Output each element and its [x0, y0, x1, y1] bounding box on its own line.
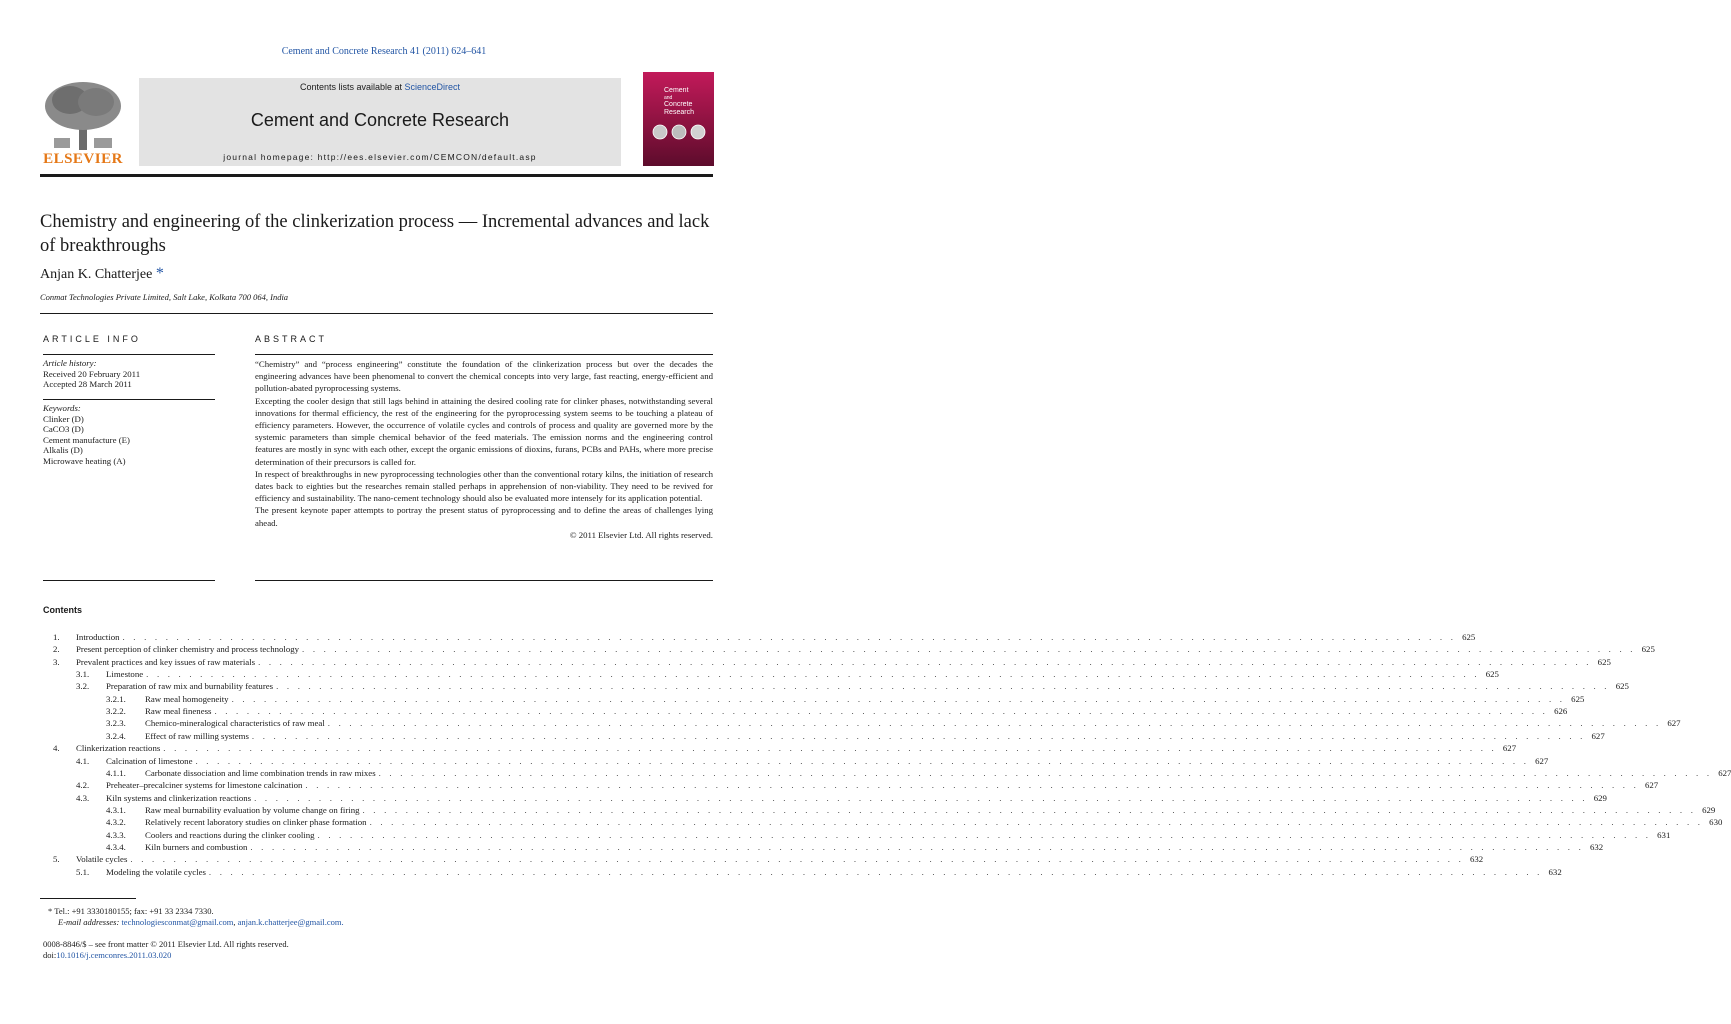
toc-leader-dots: . . . . . . . . . . . . . . . . . . . . . . . . . . . . . . . . . . . . . . . . . . . . . . . . . . . . . . . . . . . . . . . . . . . . . . . . . . . . . . . . . . . . . . . . . . . . . . . . . . . . . . . . . . . . . . . . . . . . . . . . . . . . — [163, 743, 1497, 754]
toc-entry-number: 1. — [53, 632, 60, 642]
toc-entry-title[interactable]: Effect of raw milling systems — [145, 730, 249, 741]
cover-line: and — [664, 95, 673, 101]
toc-entry-page: 630 — [1709, 817, 1723, 828]
info-divider — [43, 399, 215, 400]
toc-entry-title[interactable]: Introduction — [76, 632, 120, 642]
toc-entry[interactable] — [53, 656, 1611, 668]
info-divider — [43, 580, 215, 581]
toc-entry-page: 629 — [1593, 792, 1607, 803]
toc-entry[interactable] — [76, 866, 1562, 878]
corresponding-author-footnote: * Tel.: +91 3330180155; fax: +91 33 2334 7330. E-mail addresses: technologiesconmat@gmail.com, anjan.k.chatterjee@gmail.com. — [48, 906, 344, 927]
toc-leader-dots: . . . . . . . . . . . . . . . . . . . . . . . . . . . . . . . . . . . . . . . . . . . . . . . . . . . . . . . . . . . . . . . . . . . . . . . . . . . . . . . . . . . . . . . . . . . . . . . . . . . . . . . . . . . . . . . . . . . . . . . . . . . . — [317, 829, 1652, 840]
toc-entry-title[interactable]: Volatile cycles — [76, 854, 128, 865]
toc-entry-page: 627 — [1535, 755, 1549, 766]
abstract-body — [255, 358, 713, 541]
toc-entry[interactable] — [76, 779, 1659, 791]
accepted-date: Accepted 28 March 2011 — [43, 379, 132, 389]
footnote-contact: Tel.: +91 3330180155; fax: +91 33 2334 7330. — [54, 906, 214, 916]
toc-entry-number: 5. — [53, 854, 60, 865]
keyword: Alkalis (D) — [43, 445, 83, 455]
toc-entry-number: 2. — [53, 644, 60, 655]
toc-leader-dots: . . . . . . . . . . . . . . . . . . . . . . . . . . . . . . . . . . . . . . . . . . . . . . . . . . . . . . . . . . . . . . . . . . . . . . . . . . . . . . . . . . . . . . . . . . . . . . . . . . . . . . . . . . . . . . . . . . . . . . . . . . . . — [276, 681, 1610, 692]
toc-entry[interactable] — [106, 829, 1671, 841]
toc-leader-dots: . . . . . . . . . . . . . . . . . . . . . . . . . . . . . . . . . . . . . . . . . . . . . . . . . . . . . . . . . . . . . . . . . . . . . . . . . . . . . . . . . . . . . . . . . . . . . . . . . . . . . . . . . . . . . . . . . . . . . . . . . . . . — [146, 669, 1480, 680]
cover-line: Concrete — [664, 101, 693, 108]
article-title: Chemistry and engineering of the clinkerization process — Incremental advances and lack of breakthroughs — [40, 212, 710, 256]
author-name: Anjan K. Chatterjee — [40, 267, 153, 282]
toc-entry[interactable] — [106, 767, 1731, 779]
toc-entry-title[interactable]: Coolers and reactions during the clinker cooling — [145, 829, 315, 840]
toc-entry-number: 4.3.2. — [106, 817, 126, 828]
toc-entry-number: 4.2. — [76, 780, 90, 791]
toc-entry-page: 632 — [1589, 841, 1604, 852]
header-divider — [40, 174, 713, 177]
toc-entry[interactable] — [106, 816, 1723, 828]
footnote-divider — [40, 898, 136, 899]
toc-entry-number: 3.2.2. — [106, 706, 126, 717]
keywords-block — [43, 403, 215, 466]
toc-entry[interactable] — [106, 705, 1568, 717]
toc-entry-title[interactable]: Present perception of clinker chemistry and process technology — [76, 644, 300, 655]
toc-entry-title[interactable]: Clinkerization reactions — [76, 743, 161, 754]
toc-entry-number: 4.1.1. — [106, 767, 126, 778]
toc-entry-number: 3.2.4. — [106, 730, 126, 741]
keyword: CaCO3 (D) — [43, 424, 84, 434]
toc-entry-title[interactable]: Raw meal homogeneity — [145, 693, 229, 704]
cover-line: Research — [664, 109, 694, 116]
journal-cover-thumbnail — [643, 72, 714, 166]
toc-leader-dots: . . . . . . . . . . . . . . . . . . . . . . . . . . . . . . . . . . . . . . . . . . . . . . . . . . . . . . . . . . . . . . . . . . . . . . . . . . . . . . . . . . . . . . . . . . . . . . . . . . . . . . . . . . . . . . . . . . . . . . . . . . . . — [214, 706, 1549, 717]
toc-leader-dots: . . . . . . . . . . . . . . . . . . . . . . . . . . . . . . . . . . . . . . . . . . . . . . . . . . . . . . . . . . . . . . . . . . . . . . . . . . . . . . . . . . . . . . . . . . . . . . . . . . . . . . . . . . . . . . . . . . . . . . . . . . . . — [254, 792, 1588, 803]
toc-entry[interactable] — [76, 680, 1629, 692]
author-line — [40, 265, 164, 283]
toc-entry-page: 632 — [1470, 854, 1484, 865]
toc-entry[interactable] — [106, 841, 1604, 853]
toc-entry[interactable] — [76, 668, 1499, 680]
cover-line: Cement — [664, 87, 689, 94]
toc-entry[interactable] — [106, 693, 1585, 705]
toc-entry-page: 625 — [1571, 693, 1585, 704]
toc-entry[interactable] — [53, 643, 1655, 655]
toc-entry-title[interactable]: Preparation of raw mix and burnability features — [106, 681, 274, 692]
toc-leader-dots: . . . . . . . . . . . . . . . . . . . . . . . . . . . . . . . . . . . . . . . . . . . . . . . . . . . . . . . . . . . . . . . . . . . . . . . . . . . . . . . . . . . . . . . . . . . . . . . . . . . . . . . . . . . . . . . . . . . . . . . . . . . . — [122, 632, 1457, 642]
email-link[interactable]: technologiesconmat@gmail.com — [121, 917, 234, 927]
toc-leader-dots: . . . . . . . . . . . . . . . . . . . . . . . . . . . . . . . . . . . . . . . . . . . . . . . . . . . . . . . . . . . . . . . . . . . . . . . . . . . . . . . . . . . . . . . . . . . . . . . . . . . . . . . . . . . . . . . . . . . . . . . . . . . . — [208, 866, 1543, 877]
toc-entry-page: 625 — [1462, 632, 1476, 642]
toc-entry-number: 4.3.1. — [106, 804, 126, 815]
toc-entry-page: 625 — [1615, 681, 1629, 692]
toc-entry-page: 631 — [1657, 829, 1671, 840]
journal-banner — [139, 78, 621, 166]
sciencedirect-link[interactable]: ScienceDirect — [404, 82, 461, 92]
toc-entry[interactable] — [76, 755, 1549, 767]
article-info-heading: ARTICLE INFO — [43, 334, 141, 344]
toc-entry[interactable] — [53, 631, 1476, 643]
keyword: Clinker (D) — [43, 413, 84, 424]
abstract-paragraph: The present keynote paper attempts to portray the present status of pyroprocessing and to define the areas of challenges lying ahead. — [255, 505, 713, 528]
toc-entry[interactable] — [106, 717, 1681, 729]
email-label: E-mail addresses: — [58, 917, 120, 927]
journal-homepage[interactable]: journal homepage: http://ees.elsevier.com/CEMCON/default.asp — [223, 152, 537, 162]
toc-entry-number: 5.1. — [76, 866, 90, 877]
toc-leader-dots: . . . . . . . . . . . . . . . . . . . . . . . . . . . . . . . . . . . . . . . . . . . . . . . . . . . . . . . . . . . . . . . . . . . . . . . . . . . . . . . . . . . . . . . . . . . . . . . . . . . . . . . . . . . . . . . . . . . . . . . . . . . . — [369, 817, 1704, 828]
contents-prefix: Contents lists available at — [299, 82, 405, 92]
toc-entry-page: 627 — [1667, 718, 1681, 729]
abstract-paragraph: Excepting the cooler design that still lags behind in attaining the desired cooling rate for clinker phases, notwithstanding several innovations for thermal efficiency, the rest of the engineering for the pyroprocessing system seems to be touching a plateau of efficiency parameters. However, the occurrence of volatile cycles and controls of process and quality are governed more by the systemic parameters than simple chemical behavior of the feed materials. The emission norms and the engineering control features are mostly in sync with each other, except the organic emissions of dioxins, furans, PCBs and PAHs, where more precise determination of their precursors is called for. — [255, 395, 713, 467]
toc-entry-title[interactable]: Kiln systems and clinkerization reactions — [106, 792, 252, 803]
author-affiliation: Conmat Technologies Private Limited, Salt Lake, Kolkata 700 064, India — [40, 292, 289, 302]
toc-entry-page: 626 — [1554, 706, 1568, 717]
issn-line: 0008-8846/$ – see front matter © 2011 Elsevier Ltd. All rights reserved. — [43, 939, 289, 949]
received-date: Received 20 February 2011 — [43, 368, 141, 379]
cover-title — [664, 87, 694, 117]
abstract-heading: ABSTRACT — [255, 334, 328, 344]
toc-entry-number: 3.1. — [76, 669, 90, 680]
toc-entry[interactable] — [53, 742, 1517, 754]
toc-entry[interactable] — [106, 730, 1605, 742]
abstract-paragraph: “Chemistry” and “process engineering” constitute the foundation of the clinkerization process but over the decades the engineering advances have been phenomenal to convert the chemical concepts into very large, fast reacting, energy-efficient and pollution-abated pyroprocessing systems. — [255, 359, 713, 394]
history-label: Article history: — [43, 358, 97, 368]
email-link[interactable]: anjan.k.chatterjee@gmail.com. — [237, 917, 344, 927]
toc-leader-dots: . . . . . . . . . . . . . . . . . . . . . . . . . . . . . . . . . . . . . . . . . . . . . . . . . . . . . . . . . . . . . . . . . . . . . . . . . . . . . . . . . . . . . . . . . . . . . . . . . . . . . . . . . . . . . . . . . . . . . . . . . . . . — [327, 718, 1662, 729]
toc-entry-page: 629 — [1702, 804, 1716, 815]
toc-leader-dots: . . . . . . . . . . . . . . . . . . . . . . . . . . . . . . . . . . . . . . . . . . . . . . . . . . . . . . . . . . . . . . . . . . . . . . . . . . . . . . . . . . . . . . . . . . . . . . . . . . . . . . . . . . . . . . . . . . . . . . . . . . . . — [362, 804, 1697, 815]
toc-entry-number: 4.3.4. — [106, 841, 126, 852]
title-divider — [40, 313, 713, 314]
toc-leader-dots: . . . . . . . . . . . . . . . . . . . . . . . . . . . . . . . . . . . . . . . . . . . . . . . . . . . . . . . . . . . . . . . . . . . . . . . . . . . . . . . . . . . . . . . . . . . . . . . . . . . . . . . . . . . . . . . . . . . . . . . . . . . . — [302, 644, 1636, 655]
doi-link[interactable]: 10.1016/j.cemconres.2011.03.020 — [56, 950, 172, 960]
article-history — [43, 358, 215, 390]
toc-entry-title[interactable]: Raw meal burnability evaluation by volume change on firing — [145, 804, 360, 815]
toc-entry-number: 3.2. — [76, 681, 90, 692]
toc-entry-page: 625 — [1597, 656, 1611, 667]
journal-reference[interactable]: Cement and Concrete Research 41 (2011) 624–641 — [281, 46, 487, 57]
contents-available-line — [139, 82, 621, 92]
info-divider — [43, 354, 215, 355]
cover-image-icon — [651, 124, 707, 140]
toc-leader-dots: . . . . . . . . . . . . . . . . . . . . . . . . . . . . . . . . . . . . . . . . . . . . . . . . . . . . . . . . . . . . . . . . . . . . . . . . . . . . . . . . . . . . . . . . . . . . . . . . . . . . . . . . . . . . . . . . . . . . . . . . . . . . — [231, 693, 1566, 704]
toc-entry-title[interactable]: Relatively recent laboratory studies on clinker phase formation — [145, 817, 367, 828]
toc-entry-title[interactable]: Modeling the volatile cycles — [106, 866, 206, 877]
toc-entry-number: 4. — [53, 743, 60, 754]
toc-entry-number: 3.2.3. — [106, 718, 126, 729]
toc-entry-number: 3.2.1. — [106, 693, 126, 704]
toc-entry-page: 627 — [1645, 780, 1659, 791]
toc-entry-title[interactable]: Carbonate dissociation and lime combination trends in raw mixes — [145, 767, 376, 778]
toc-leader-dots: . . . . . . . . . . . . . . . . . . . . . . . . . . . . . . . . . . . . . . . . . . . . . . . . . . . . . . . . . . . . . . . . . . . . . . . . . . . . . . . . . . . . . . . . . . . . . . . . . . . . . . . . . . . . . . . . . . . . . . . . . . . . — [251, 730, 1586, 741]
author-footnote-mark[interactable]: * — [155, 265, 164, 282]
toc-leader-dots: . . . . . . . . . . . . . . . . . . . . . . . . . . . . . . . . . . . . . . . . . . . . . . . . . . . . . . . . . . . . . . . . . . . . . . . . . . . . . . . . . . . . . . . . . . . . . . . . . . . . . . . . . . . . . . . . . . . . . . . . . . . . — [130, 854, 1464, 865]
toc-entry-title[interactable]: Raw meal fineness — [145, 706, 212, 717]
toc-entry-page: 625 — [1641, 644, 1655, 655]
contents-heading: Contents — [43, 605, 82, 615]
toc-entry-page: 627 — [1718, 767, 1731, 778]
toc-entry[interactable] — [53, 853, 1484, 865]
toc-entry-number: 4.1. — [76, 755, 90, 766]
toc-entry-title[interactable]: Chemico-mineralogical characteristics of raw meal — [145, 718, 325, 729]
abstract-divider — [255, 580, 713, 581]
toc-entry-number: 4.3.3. — [106, 829, 126, 840]
abstract-divider — [255, 354, 713, 355]
toc-entry[interactable] — [106, 804, 1716, 816]
toc-entry-page: 627 — [1591, 730, 1605, 741]
doi-label: doi: — [43, 950, 57, 960]
keyword: Microwave heating (A) — [43, 455, 126, 466]
toc-entry-page: 632 — [1548, 866, 1562, 877]
toc-entry-number: 3. — [53, 656, 60, 667]
toc-entry-title[interactable]: Prevalent practices and key issues of raw materials — [76, 656, 256, 667]
publisher-wordmark: ELSEVIER — [43, 151, 123, 167]
copyright-notice: © 2011 Elsevier Ltd. All rights reserved. — [569, 529, 713, 540]
toc-leader-dots: . . . . . . . . . . . . . . . . . . . . . . . . . . . . . . . . . . . . . . . . . . . . . . . . . . . . . . . . . . . . . . . . . . . . . . . . . . . . . . . . . . . . . . . . . . . . . . . . . . . . . . . . . . . . . . . . . . . . . . . . . . . . — [305, 780, 1639, 791]
keywords-label: Keywords: — [43, 403, 81, 413]
journal-title: Cement and Concrete Research — [250, 110, 510, 130]
toc-leader-dots: . . . . . . . . . . . . . . . . . . . . . . . . . . . . . . . . . . . . . . . . . . . . . . . . . . . . . . . . . . . . . . . . . . . . . . . . . . . . . . . . . . . . . . . . . . . . . . . . . . . . . . . . . . . . . . . . . . . . . . . . . . . . — [258, 656, 1592, 667]
abstract-paragraph: In respect of breakthroughs in new pyroprocessing technologies other than the conventional rotary kilns, the initiation of research dates back to eighties but the researches remain stalled perhaps in apprehension of non-viability. They need to be revived for efficiency and sustainability. The nano-cement technology should also be evaluated more intensely for its application potential. — [255, 468, 713, 504]
toc-entry[interactable] — [76, 792, 1607, 804]
footnote-mark: * — [48, 906, 53, 916]
toc-entry-title[interactable]: Preheater–precalciner systems for limestone calcination — [106, 780, 303, 791]
front-matter — [43, 939, 289, 961]
toc-entry-page: 627 — [1502, 743, 1517, 754]
toc-entry-number: 4.3. — [76, 792, 90, 803]
toc-entry-title[interactable]: Limestone — [106, 669, 144, 680]
toc-entry-page: 625 — [1485, 669, 1499, 680]
toc-leader-dots: . . . . . . . . . . . . . . . . . . . . . . . . . . . . . . . . . . . . . . . . . . . . . . . . . . . . . . . . . . . . . . . . . . . . . . . . . . . . . . . . . . . . . . . . . . . . . . . . . . . . . . . . . . . . . . . . . . . . . . . . . . . . — [195, 755, 1530, 766]
toc-entry-title[interactable]: Calcination of limestone — [106, 755, 193, 766]
keyword: Cement manufacture (E) — [43, 434, 130, 445]
toc-entry-title[interactable]: Kiln burners and combustion — [145, 841, 248, 852]
toc-leader-dots: . . . . . . . . . . . . . . . . . . . . . . . . . . . . . . . . . . . . . . . . . . . . . . . . . . . . . . . . . . . . . . . . . . . . . . . . . . . . . . . . . . . . . . . . . . . . . . . . . . . . . . . . . . . . . . . . . . . . . . . . . . . . — [250, 841, 1584, 852]
toc-leader-dots: . . . . . . . . . . . . . . . . . . . . . . . . . . . . . . . . . . . . . . . . . . . . . . . . . . . . . . . . . . . . . . . . . . . . . . . . . . . . . . . . . . . . . . . . . . . . . . . . . . . . . . . . . . . . . . . . . . . . . . . . . . . . — [378, 767, 1713, 778]
